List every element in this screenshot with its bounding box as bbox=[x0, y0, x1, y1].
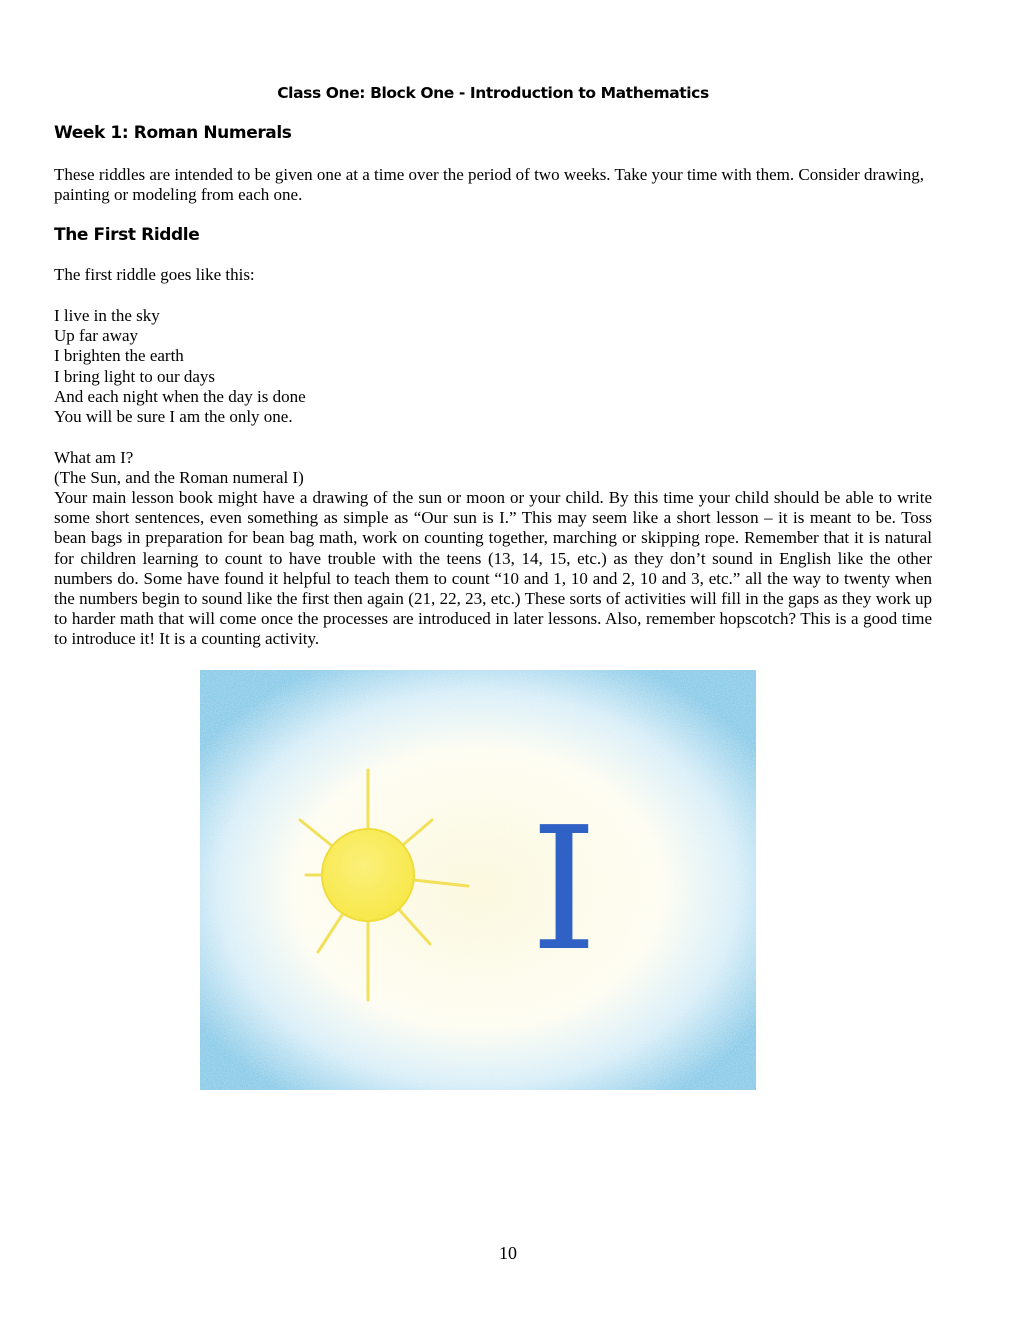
poem-line: I live in the sky bbox=[54, 306, 160, 325]
riddle-question: What am I? bbox=[54, 448, 134, 467]
crayon-texture bbox=[200, 670, 756, 1090]
block-title: Class One: Block One - Introduction to Mathematics bbox=[277, 84, 709, 102]
lesson-paragraph: Your main lesson book might have a drawing of the sun or moon or your child. By this time your child should be able to write some short sentences, even something as simple as “Our sun is I.” This may seem like a short lesson – it is meant to be. Toss bean bags in preparation for bean bag math, work on counting together, marching or skipping rope. Remember that it is natural for children learning to count to have trouble with the teens (13, 14, 15, etc.) as they don’t sound in English like the other numbers do. Some have found it helpful to teach them to count “10 and 1, 10 and 2, 10 and 3, etc.” all the way to twenty when the numbers begin to sound like the first then again (21, 22, 23, etc.) These sorts of activities will fill in the gaps as they work up to harder math that will come once the processes are introduced in later lessons. Also, remember hopscotch? This is a good time to introduce it! It is a counting activity. bbox=[54, 488, 932, 649]
intro-paragraph: These riddles are intended to be given one at a time over the period of two weeks. Take your time with them. Consider drawing, painting or modeling from each one. bbox=[54, 165, 924, 204]
poem-line: I bring light to our days bbox=[54, 366, 216, 386]
page-number: 10 bbox=[499, 1243, 517, 1263]
riddle-heading: The First Riddle bbox=[54, 225, 200, 245]
poem-line: Up far away bbox=[54, 326, 139, 346]
poem-line: You will be sure I am the only one. bbox=[54, 407, 293, 427]
poem-line: I brighten the earth bbox=[54, 346, 184, 366]
sun-numeral-drawing bbox=[200, 670, 756, 1090]
riddle-lead: The first riddle goes like this: bbox=[54, 265, 255, 284]
poem-line: And each night when the day is done bbox=[54, 386, 306, 406]
riddle-question-answer bbox=[54, 448, 304, 488]
sun bbox=[322, 829, 414, 921]
riddle-poem bbox=[54, 306, 306, 427]
riddle-answer: (The Sun, and the Roman numeral I) bbox=[54, 468, 304, 488]
roman-numeral: I bbox=[530, 791, 598, 989]
week-heading: Week 1: Roman Numerals bbox=[54, 123, 292, 143]
